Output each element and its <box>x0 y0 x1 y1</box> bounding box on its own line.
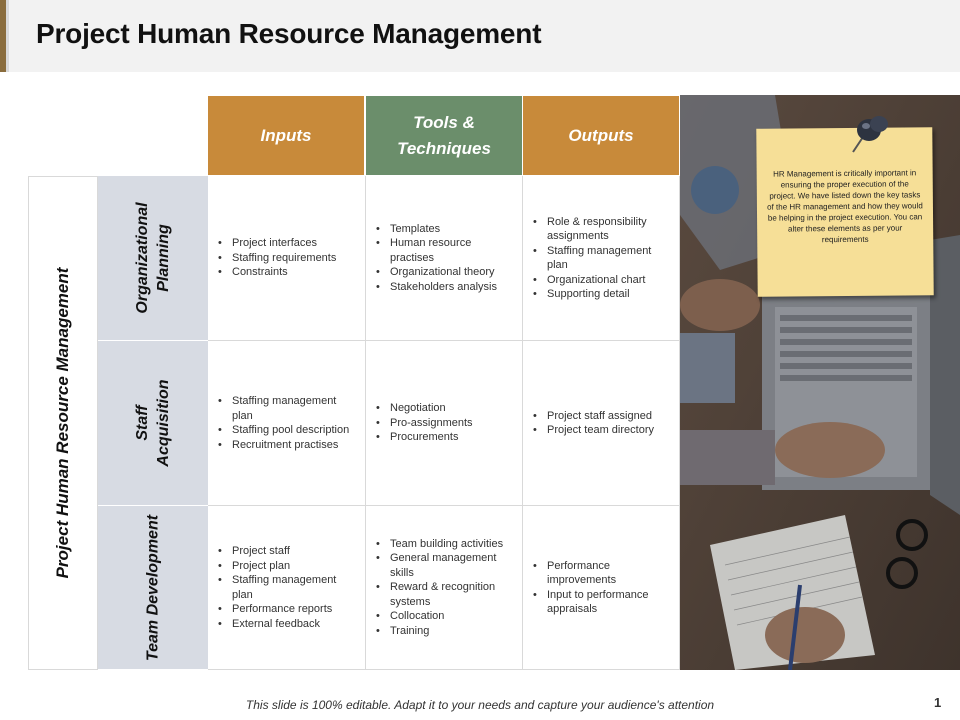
cell-tools-row3 <box>366 506 523 670</box>
list-item: • Performance improvements <box>547 559 671 588</box>
list-item: • Templates <box>390 222 514 237</box>
list-item: • Stakeholders analysis <box>390 280 514 295</box>
push-pin-icon <box>845 112 895 157</box>
title-accent-stripe <box>6 0 9 72</box>
list-item: • Staffing management plan <box>232 394 357 423</box>
bullet-list <box>533 215 671 302</box>
cell-inputs-row1 <box>208 176 366 341</box>
list-item: • Organizational chart <box>547 273 671 288</box>
list-item: • Reward & recognition systems <box>390 580 514 609</box>
slide-title: Project Human Resource Management <box>36 18 542 49</box>
row-label-staff-acquisition <box>98 341 208 506</box>
list-item: • External feedback <box>232 617 357 632</box>
row-label-team-development <box>98 506 208 670</box>
list-item: • Collocation <box>390 609 514 624</box>
list-item: • Staffing management plan <box>232 573 357 602</box>
column-header-inputs: Inputs <box>208 96 364 175</box>
cell-inputs-row3 <box>208 506 366 670</box>
sticky-note-text: HR Management is critically important in ensuring the proper execution of the project. We have listed down the key tasks of the HR management and how they would be helping in the project execution. You can alter these elements as per your requirements <box>767 168 923 245</box>
list-item: • Organizational theory <box>390 265 514 280</box>
list-item: • Project team directory <box>547 423 654 438</box>
row-label-text: Staff Acquisition <box>134 379 172 467</box>
bullet-list <box>533 409 654 438</box>
cell-tools-row1 <box>366 176 523 341</box>
cell-outputs-row2 <box>523 341 680 506</box>
bullet-list <box>376 222 514 295</box>
bullet-list <box>533 559 671 617</box>
bullet-list <box>218 394 357 452</box>
column-header-tools <box>366 96 522 175</box>
bullet-list <box>218 544 357 631</box>
list-item: • Procurements <box>390 430 473 445</box>
bullet-list <box>376 401 473 445</box>
list-item: • Project staff assigned <box>547 409 654 424</box>
list-item: • Supporting detail <box>547 287 671 302</box>
list-item: • Constraints <box>232 265 336 280</box>
list-item: • Project staff <box>232 544 357 559</box>
list-item: • Performance reports <box>232 602 357 617</box>
list-item: • Project interfaces <box>232 236 336 251</box>
list-item: • Staffing requirements <box>232 251 336 266</box>
row-label-organizational-planning <box>98 176 208 341</box>
list-item: • Project plan <box>232 559 357 574</box>
cell-tools-row2 <box>366 341 523 506</box>
list-item: • Staffing pool description <box>232 423 357 438</box>
cell-inputs-row2 <box>208 341 366 506</box>
column-header-tools-label: Tools & Techniques <box>397 112 491 158</box>
list-item: • Role & responsibility assignments <box>547 215 671 244</box>
title-bar <box>0 0 960 72</box>
bullet-list <box>218 236 336 280</box>
cell-outputs-row1 <box>523 176 680 341</box>
row-label-text: Team Development <box>144 514 162 661</box>
list-item: • General management skills <box>390 551 514 580</box>
column-header-outputs: Outputs <box>523 96 679 175</box>
list-item: • Staffing management plan <box>547 244 671 273</box>
list-item: • Input to performance appraisals <box>547 588 671 617</box>
list-item: • Pro-assignments <box>390 416 473 431</box>
outer-row-label: Project Human Resource Management <box>53 267 72 579</box>
list-item: • Recruitment practises <box>232 438 357 453</box>
footer-disclaimer: This slide is 100% editable. Adapt it to your needs and capture your audience's attention <box>245 698 715 712</box>
row-label-text: Organizational Planning <box>134 202 172 314</box>
list-item: • Team building activities <box>390 537 514 552</box>
bullet-list <box>376 537 514 639</box>
list-item: • Training <box>390 624 514 639</box>
list-item: • Human resource practises <box>390 236 514 265</box>
page-number: 1 <box>934 695 942 710</box>
list-item: • Negotiation <box>390 401 473 416</box>
cell-outputs-row3 <box>523 506 680 670</box>
